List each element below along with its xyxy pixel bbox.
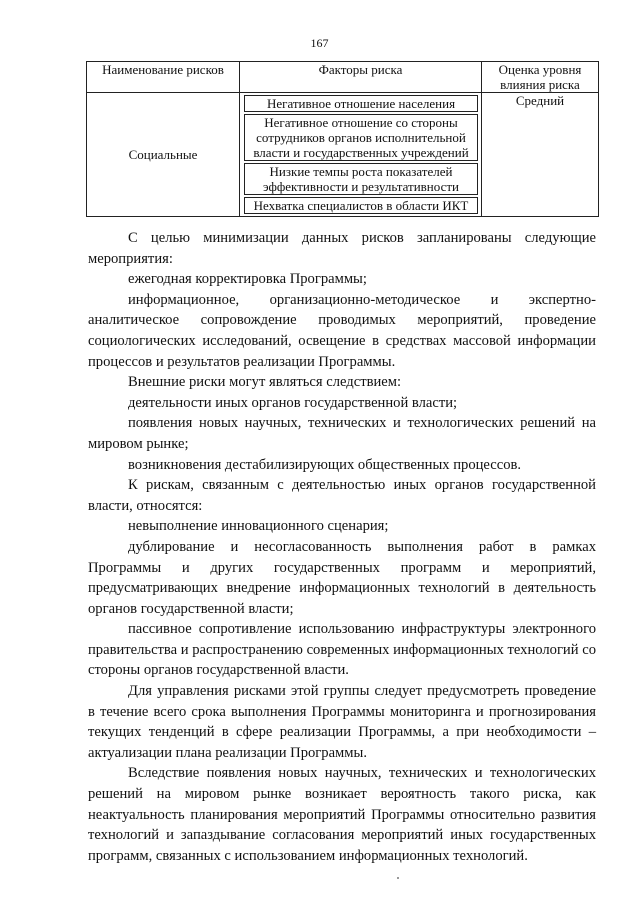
table-row: [87, 93, 599, 217]
paragraph: К рискам, связанным с деятельностью иных органов государственной власти, относятся:: [88, 477, 596, 514]
paragraph: информационное, организационно-методическое и экспертно-аналитическое сопровождение проводимых мероприятий, проведение социологических исследований, освещение в средствах массовой информации процессов и результатов реализации Программы.: [88, 291, 596, 370]
paragraph: Внешние риски могут являться следствием:: [128, 374, 402, 391]
table-header-row: [87, 62, 599, 93]
paragraph: деятельности иных органов государственной власти;: [128, 394, 458, 411]
header-risk-factors: Факторы риска: [240, 62, 482, 93]
paragraph: дублирование и несогласованность выполнения работ в рамках Программы и других государственных программ и мероприятий, предусматривающих внедрение информационных технологий в деятельность органов государственной власти;: [88, 538, 596, 617]
risk-factor: Нехватка специалистов в области ИКТ: [244, 197, 478, 214]
risk-category: Социальные: [87, 93, 240, 217]
paragraph: невыполнение инновационного сценария;: [128, 518, 389, 535]
page-number: 167: [310, 36, 329, 50]
paragraph: Для управления рисками этой группы следует предусмотреть проведение в течение всего срока выполнения Программы мониторинга и прогнозирования текущих тенденций в сфере реализации Программы, а при необходимости – актуализации плана реализации Программы.: [88, 683, 596, 761]
paragraph: ежегодная корректировка Программы;: [128, 271, 367, 288]
paragraph: С целью минимизации данных рисков запланированы следующие мероприятия:: [88, 230, 596, 267]
paragraph: Вследствие появления новых научных, технических и технологических решений на мировом рынке возникает вероятность такого риска, как неактуальность планирования мероприятий Программы относительно развития технологий и запаздывание согласования мероприятий иных государственных программ, связанных с использованием информационных технологий.: [88, 765, 596, 864]
paragraph: возникновения дестабилизирующих общественных процессов.: [128, 456, 522, 473]
body-text: [88, 228, 596, 866]
header-risk-name: Наименование рисков: [87, 62, 240, 93]
paragraph: появления новых научных, технических и технологических решений на мировом рынке;: [88, 415, 596, 452]
scan-speck: [397, 877, 399, 879]
risk-factors-cell: [240, 93, 482, 217]
risk-factor: Негативное отношение населения: [244, 95, 478, 112]
risk-level: Средний: [482, 93, 599, 217]
risk-factor: Негативное отношение со стороны сотрудников органов исполнительной власти и государственных учреждений: [244, 114, 478, 161]
header-risk-level: Оценка уровня влияния риска: [482, 62, 599, 93]
paragraph: пассивное сопротивление использованию инфраструктуры электронного правительства и распространению современных информационных технологий со стороны органов государственной власти.: [88, 621, 596, 679]
risk-table: [86, 61, 599, 217]
risk-factor: Низкие темпы роста показателей эффективности и результативности: [244, 163, 478, 195]
